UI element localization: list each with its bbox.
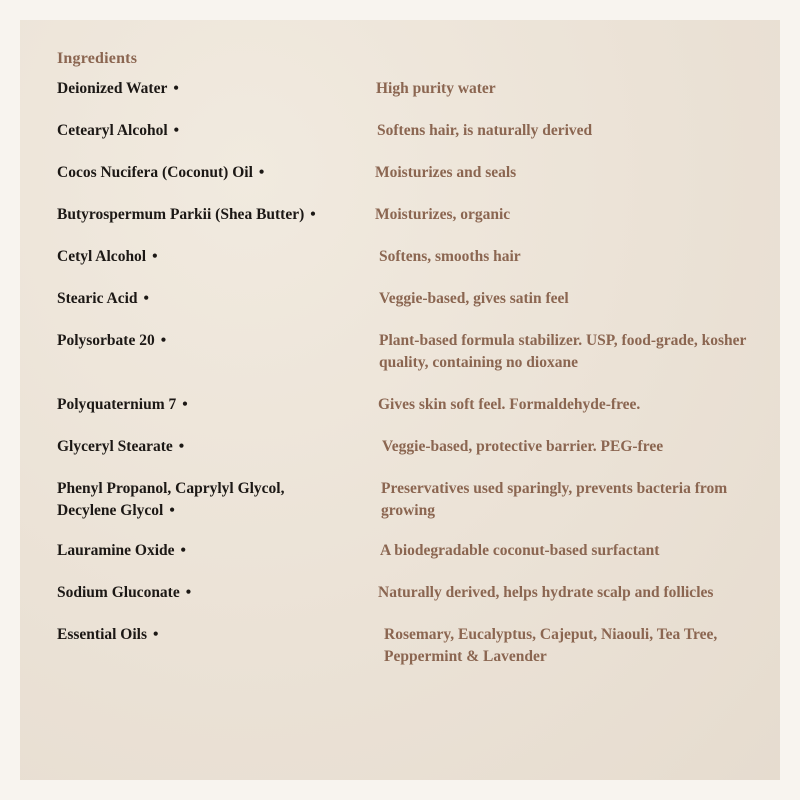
bullet-separator: • bbox=[310, 206, 316, 223]
ingredient-name bbox=[57, 246, 357, 268]
ingredient-description: Softens hair, is naturally derived bbox=[377, 122, 593, 139]
ingredient-name bbox=[57, 540, 357, 562]
ingredient-name bbox=[57, 120, 357, 142]
ingredient-name bbox=[57, 78, 357, 100]
bullet-separator: • bbox=[152, 248, 158, 265]
ingredient-description: Rosemary, Eucalyptus, Cajeput, Niaouli, Tea Tree, Peppermint & Lavender bbox=[384, 626, 718, 665]
ingredient-description: Softens, smooths hair bbox=[379, 248, 521, 265]
ingredient-name-text: Stearic Acid bbox=[57, 290, 138, 307]
ingredient-name-text: Phenyl Propanol, Caprylyl Glycol, Decylene Glycol bbox=[57, 480, 285, 519]
ingredient-description: Plant-based formula stabilizer. USP, food-grade, kosher quality, containing no dioxane bbox=[379, 332, 747, 371]
ingredient-description: Moisturizes and seals bbox=[375, 164, 517, 181]
ingredient-name-text: Cocos Nucifera (Coconut) Oil bbox=[57, 164, 253, 181]
ingredient-name bbox=[57, 162, 357, 184]
ingredient-name bbox=[57, 478, 337, 522]
ingredient-name-text: Glyceryl Stearate bbox=[57, 438, 173, 455]
ingredient-name bbox=[57, 624, 357, 646]
bullet-separator: • bbox=[143, 290, 149, 307]
ingredient-description: A biodegradable coconut-based surfactant bbox=[380, 542, 660, 559]
bullet-separator: • bbox=[180, 542, 186, 559]
ingredient-description: Moisturizes, organic bbox=[375, 206, 511, 223]
ingredient-name-text: Cetyl Alcohol bbox=[57, 248, 147, 265]
ingredient-description: Naturally derived, helps hydrate scalp and follicles bbox=[378, 584, 714, 601]
ingredient-name-text: Polyquaternium 7 bbox=[57, 396, 177, 413]
bullet-separator: • bbox=[160, 332, 167, 349]
bullet-separator: • bbox=[153, 626, 159, 643]
bullet-separator: • bbox=[178, 438, 185, 455]
ingredient-description: High purity water bbox=[376, 80, 496, 97]
bullet-separator: • bbox=[258, 164, 265, 181]
ingredient-description: Gives skin soft feel. Formaldehyde-free. bbox=[378, 396, 641, 413]
ingredient-name-text: Butyrospermum Parkii (Shea Butter) bbox=[57, 206, 305, 223]
ingredient-name bbox=[57, 204, 367, 226]
ingredient-name-text: Essential Oils bbox=[57, 626, 148, 643]
ingredient-description: Preservatives used sparingly, prevents bacteria from growing bbox=[381, 480, 728, 519]
ingredients-heading: Ingredients bbox=[57, 50, 138, 67]
ingredient-name bbox=[57, 436, 357, 458]
ingredient-description: Veggie-based, gives satin feel bbox=[379, 290, 569, 307]
ingredient-name bbox=[57, 582, 357, 604]
ingredient-name-text: Cetearyl Alcohol bbox=[57, 122, 168, 139]
ingredient-name-text: Deionized Water bbox=[57, 80, 168, 97]
ingredient-name bbox=[57, 288, 357, 310]
bullet-separator: • bbox=[173, 122, 180, 139]
ingredient-name-text: Sodium Gluconate bbox=[57, 584, 180, 601]
bullet-separator: • bbox=[185, 584, 192, 601]
bullet-separator: • bbox=[169, 502, 175, 519]
bullet-separator: • bbox=[182, 396, 188, 413]
ingredient-name-text: Lauramine Oxide bbox=[57, 542, 175, 559]
ingredient-name bbox=[57, 394, 357, 416]
ingredient-name-text: Polysorbate 20 bbox=[57, 332, 155, 349]
ingredient-description: Veggie-based, protective barrier. PEG-free bbox=[382, 438, 664, 455]
bullet-separator: • bbox=[173, 80, 179, 97]
ingredient-name bbox=[57, 330, 357, 352]
